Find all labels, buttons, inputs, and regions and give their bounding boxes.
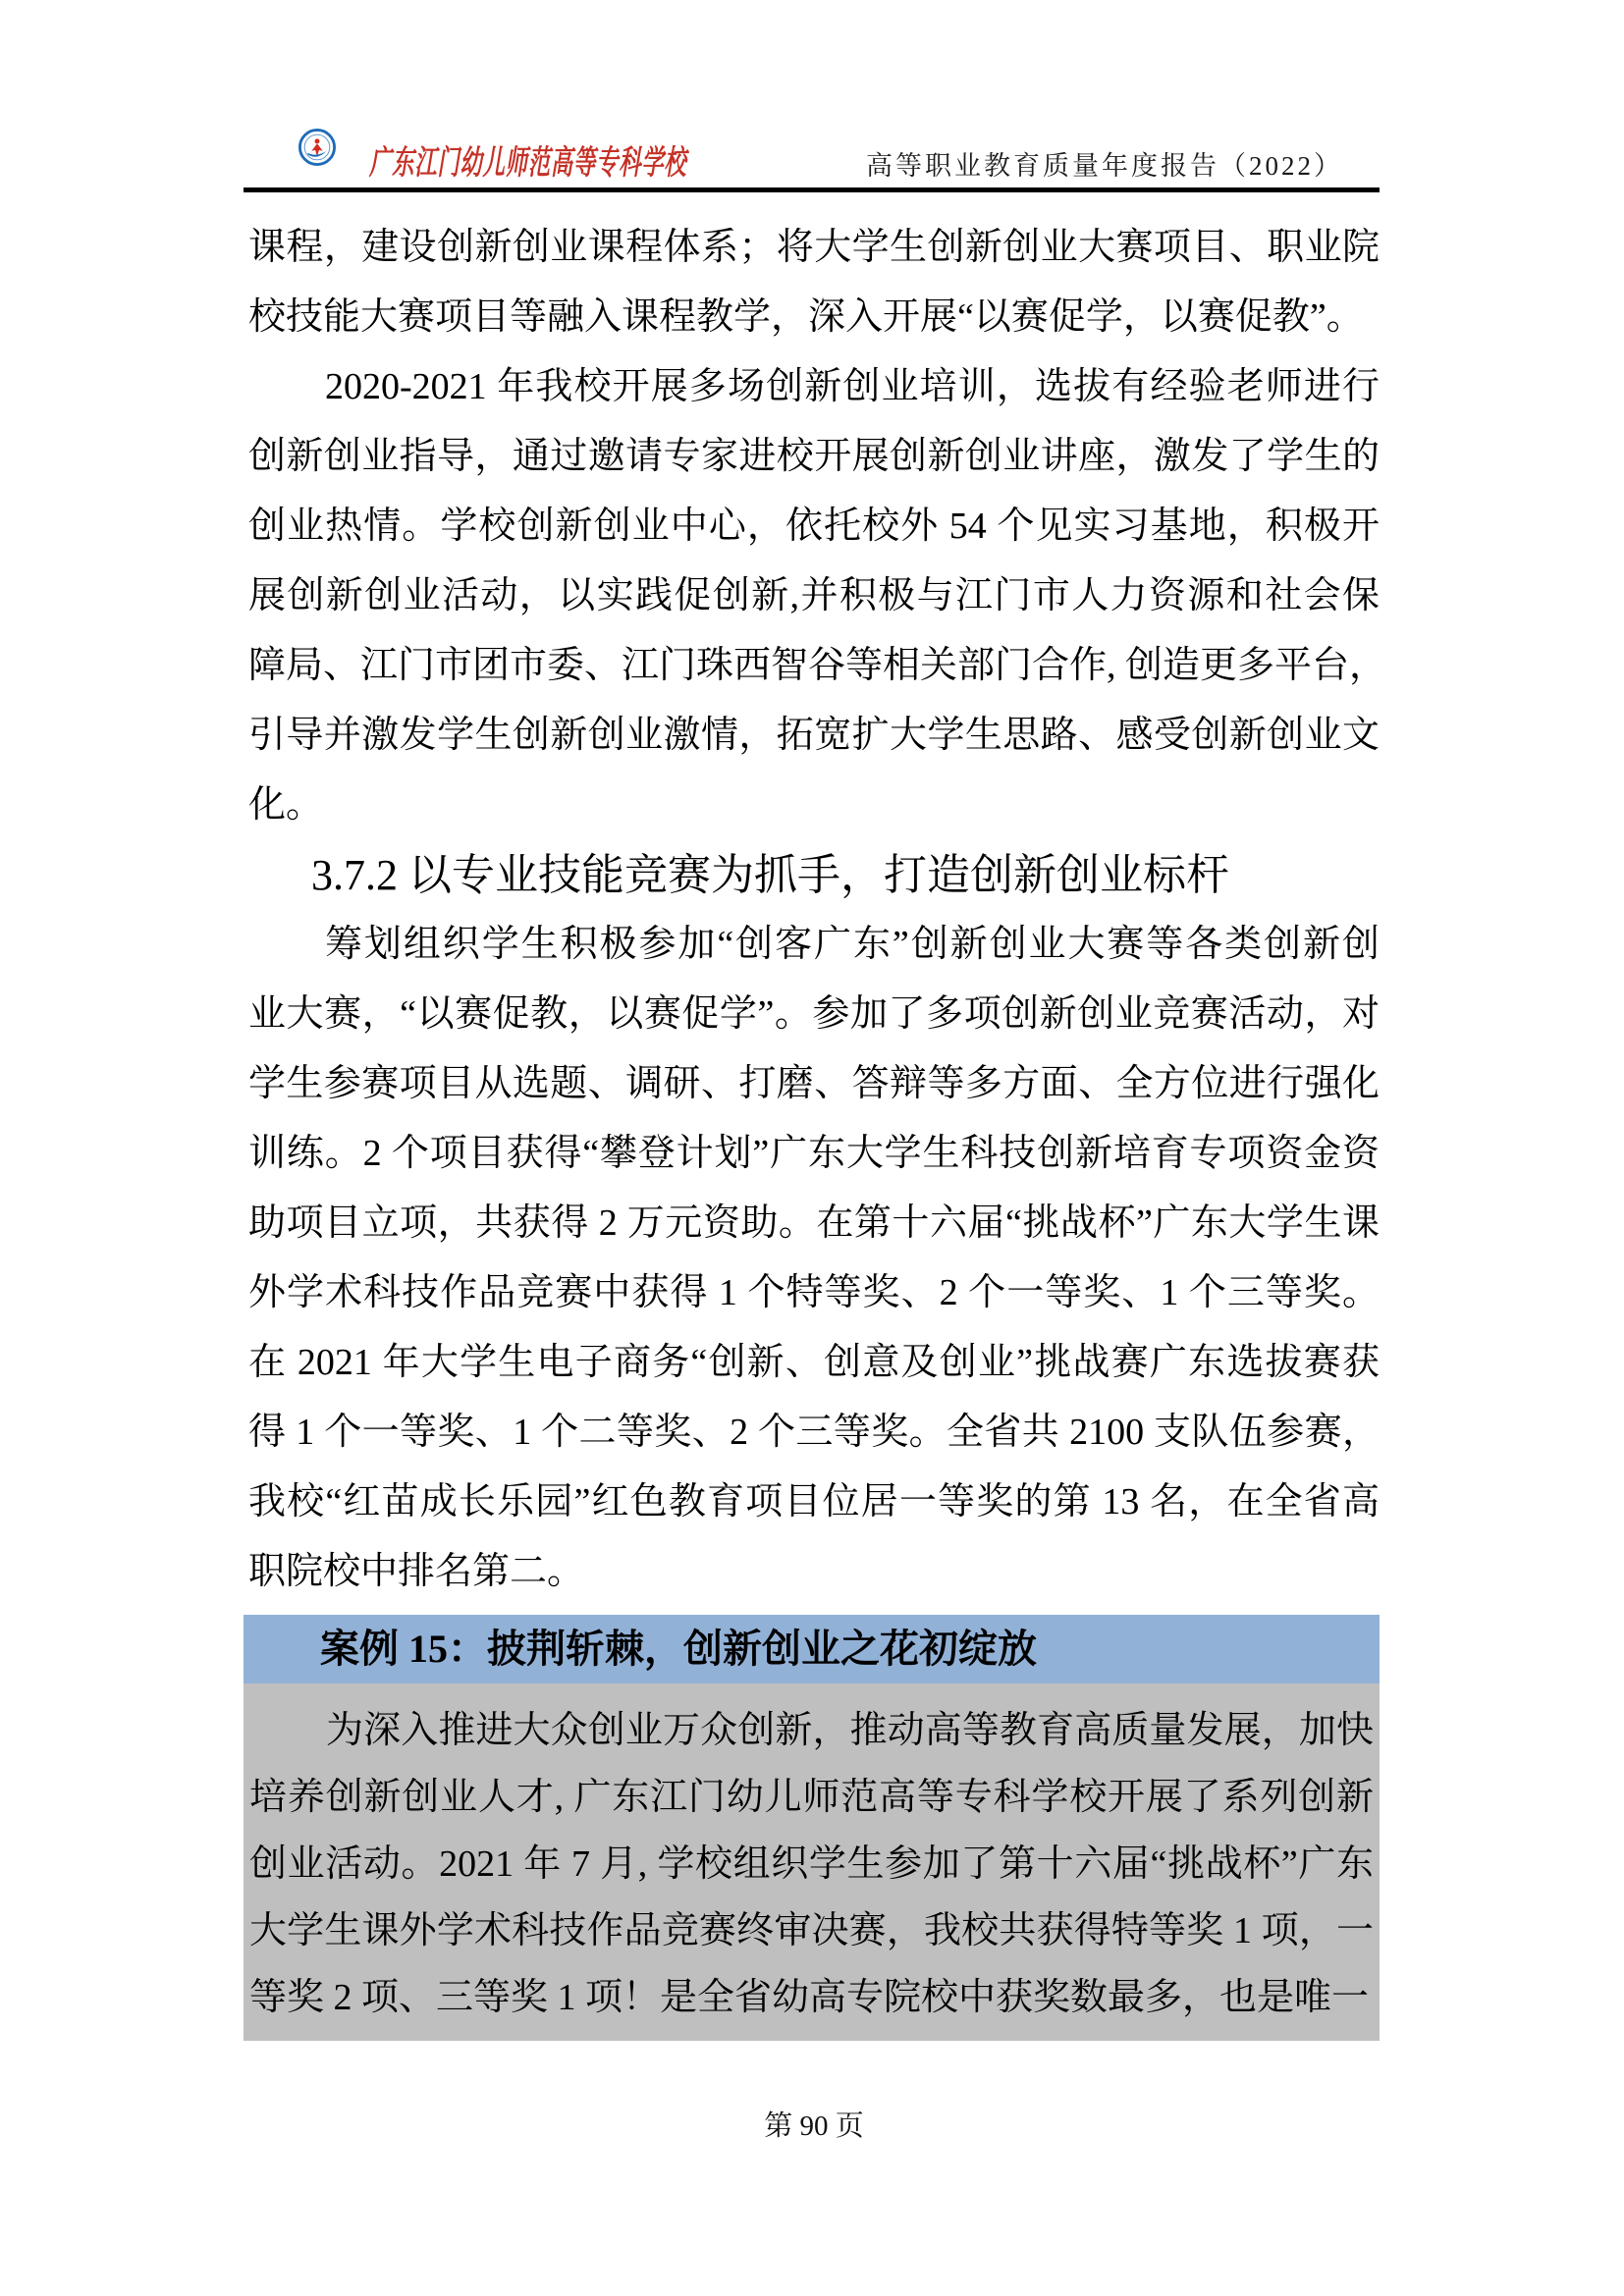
body-text-line: 校技能大赛项目等融入课程教学，深入开展“以赛促学，以赛促教”。 <box>248 296 1364 338</box>
case-body-line: 大学生课外学术科技作品竞赛终审决赛，我校共获得特等奖 1 项，一 <box>249 1910 1374 1951</box>
school-logo-icon <box>298 129 336 166</box>
body-text-line: 展创新创业活动，以实践促创新,并积极与江门市人力资源和社会保 <box>248 575 1380 616</box>
body-text-line: 筹划组织学生积极参加“创客广东”创新创业大赛等各类创新创 <box>325 924 1380 965</box>
section-heading-3-7-2: 3.7.2 以专业技能竞赛为抓手，打造创新创业标杆 <box>311 851 1229 899</box>
body-text-line: 课程，建设创新创业课程体系；将大学生创新创业大赛项目、职业院 <box>248 227 1380 268</box>
case-body-line: 培养创新创业人才, 广东江门幼儿师范高等专科学校开展了系列创新 <box>249 1777 1374 1818</box>
body-text-line: 化。 <box>248 784 324 826</box>
body-text-line: 障局、江门市团市委、江门珠西智谷等相关部门合作, 创造更多平台， <box>248 645 1387 686</box>
body-text-column <box>248 213 1387 1607</box>
body-text-line: 2020-2021 年我校开展多场创新创业培训，选拔有经验老师进行 <box>325 366 1380 407</box>
header-rule <box>244 187 1380 192</box>
body-text-line: 外学术科技作品竞赛中获得 1 个特等奖、2 个一等奖、1 个三等奖。 <box>248 1272 1380 1313</box>
body-text-line: 学生参赛项目从选题、调研、打磨、答辩等多方面、全方位进行强化 <box>248 1063 1380 1104</box>
body-text-line: 业大赛，“以赛促教，以赛促学”。参加了多项创新创业竞赛活动，对 <box>248 993 1380 1035</box>
case-body-line: 创业活动。2021 年 7 月, 学校组织学生参加了第十六届“挑战杯”广东 <box>249 1843 1374 1885</box>
body-text-line: 创新创业指导，通过邀请专家进校开展创新创业讲座，激发了学生的 <box>248 436 1380 477</box>
body-text-line: 我校“红苗成长乐园”红色教育项目位居一等奖的第 13 名，在全省高 <box>248 1481 1380 1522</box>
body-text-line: 训练。2 个项目获得“攀登计划”广东大学生科技创新培育专项资金资 <box>248 1133 1380 1174</box>
body-text-line: 创业热情。学校创新创业中心，依托校外 54 个见实习基地，积极开 <box>248 506 1380 547</box>
case-body-line: 等奖 2 项、三等奖 1 项！是全省幼高专院校中获奖数最多，也是唯一 <box>249 1977 1370 2018</box>
body-text-line: 助项目立项，共获得 2 万元资助。在第十六届“挑战杯”广东大学生课 <box>248 1202 1380 1244</box>
page-number: 第 90 页 <box>764 2110 864 2142</box>
body-text-line: 职院校中排名第二。 <box>248 1551 585 1592</box>
report-title: 高等职业教育质量年度报告（2022） <box>866 151 1343 181</box>
case-body-line: 为深入推进大众创业万众创新，推动高等教育高质量发展，加快 <box>326 1710 1374 1751</box>
case-15-body <box>244 1683 1380 2041</box>
case-15-box <box>244 1615 1380 2041</box>
case-15-title: 案例 15：披荆斩棘，创新创业之花初绽放 <box>244 1615 1380 1683</box>
body-text-line: 引导并激发学生创新创业激情，拓宽扩大学生思路、感受创新创业文 <box>248 715 1380 756</box>
school-name-calligraphy: 广东江门幼儿师范高等专科学校 <box>369 145 687 182</box>
body-text-line: 在 2021 年大学生电子商务“创新、创意及创业”挑战赛广东选拔赛获 <box>248 1342 1380 1383</box>
body-text-line: 得 1 个一等奖、1 个二等奖、2 个三等奖。全省共 2100 支队伍参赛， <box>248 1412 1380 1453</box>
